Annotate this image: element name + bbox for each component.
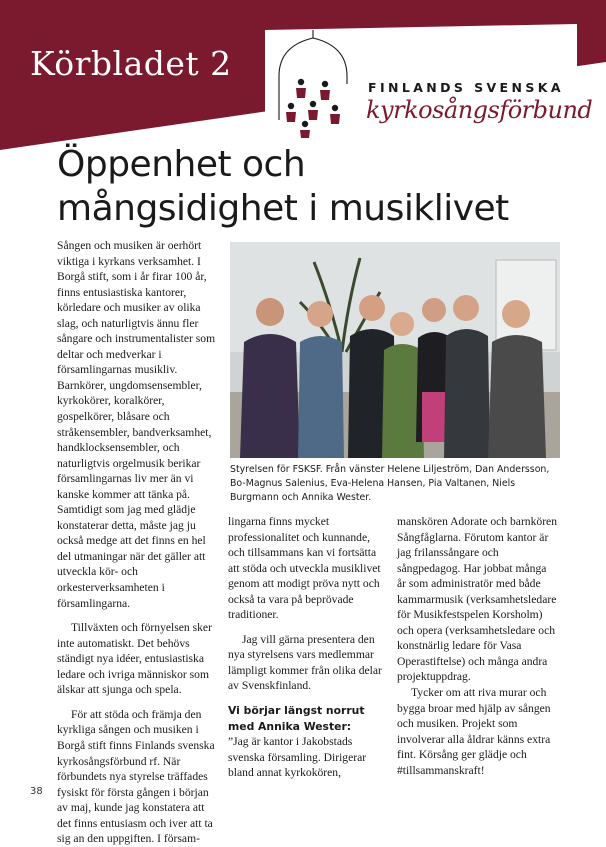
org-name-line1: FINLANDS SVENSKA xyxy=(368,80,564,95)
headline-line-1: Öppenhet och xyxy=(57,144,306,185)
org-name-line2: kyrkosångsförbund xyxy=(366,96,593,124)
paragraph: Sången och musiken är oerhört viktiga i kyrkans verksamhet. I Borgå stift, som i år firar 100 år, finns entusiastiska kantorer, körledare och musiker av olika slag, och naturligtvis ännu fler sångare och instrumentalister som deltar och medverkar i församlingarnas musikliv. Barnkörer, ungdomsensembler, kyrkokörer, koralkörer, gospelkörer, blåsare och stråkensembler, bandverksamhet, handklocksensembler, och naturligtvis orgelmusik berikar församlingarnas liv mer än vi kanske kommer att tänka på. Samtidigt som jag med glädje konstaterar detta, måste jag ju också medge att det finns en hel del utmaningar när det gäller att utveckla kör- och orkesterverksamheten i församlingarna. xyxy=(57,239,216,610)
article-headline xyxy=(57,143,577,231)
paragraph: Tycker om att riva murar och bygga broar med hjälp av sången och musiken. Projekt som involverar alla åldrar känns extra fint. Körsång ger glädje och #tillsammanskraft! xyxy=(397,686,551,777)
paragraph: lingarna finns mycket professionalitet och kunnande, och tillsammans kan vi fortsätta att stöda och utveckla musiklivet genom att modigt pröva nytt och också ta vara på beprövade traditioner. xyxy=(228,515,381,622)
article-column-3 xyxy=(397,514,557,778)
interview-subhead: Vi börjar längst norrut med Annika Wester: xyxy=(228,704,365,733)
paragraph: Tillväxten och förnyelsen sker inte automatiskt. Det behövs ständigt nya idéer, entusiastiska ledare och ivriga människor som älskar att sjunga och spela. xyxy=(57,621,212,697)
article-column-2 xyxy=(228,514,383,781)
paragraph: manskören Adorate och barnkören Sångfåglarna. Förutom kantor är jag frilanssångare och sångpedagog. Har jobbat många år som administratör med både kammarmusik (verksamhetsledare för Musikfestspelen Korsholm) och opera (verksamhetsledare och konstnärlig ledare för Vasa Operastiftelse) och många andra projektuppdrag. xyxy=(397,515,558,684)
paragraph: ”Jag är kantor i Jakobstads svenska församling. Dirigerar bland annat kyrkokören, xyxy=(228,735,367,780)
article-column-1 xyxy=(57,238,217,847)
section-title: Körbladet 2 xyxy=(30,44,232,83)
photo-illustration xyxy=(230,242,560,458)
paragraph: För att stöda och främja den kyrkliga sången och musiken i Borgå stift finns Finlands svenska kyrkosångsförbund rf. När förbundets nya styrelse träffades fysiskt för första gången i början av maj, kunde jag konstatera att det finns entusiasm och iver att ta sig an den uppgiften. I försam- xyxy=(57,707,215,846)
paragraph: Jag vill gärna presentera den nya styrelsens vars medlemmar lämpligt kommer från olika delar av Svenskfinland. xyxy=(228,632,382,693)
board-group-photo xyxy=(230,242,560,458)
headline-line-2: mångsidighet i musiklivet xyxy=(57,188,509,229)
photo-caption: Styrelsen för FSKSF. Från vänster Helene Liljeström, Dan Andersson, Bo-Magnus Salenius, Eva-Helena Hansen, Pia Valtanen, Niels Burgmann och Annika Wester. xyxy=(230,464,550,503)
page-number: 38 xyxy=(30,786,43,797)
